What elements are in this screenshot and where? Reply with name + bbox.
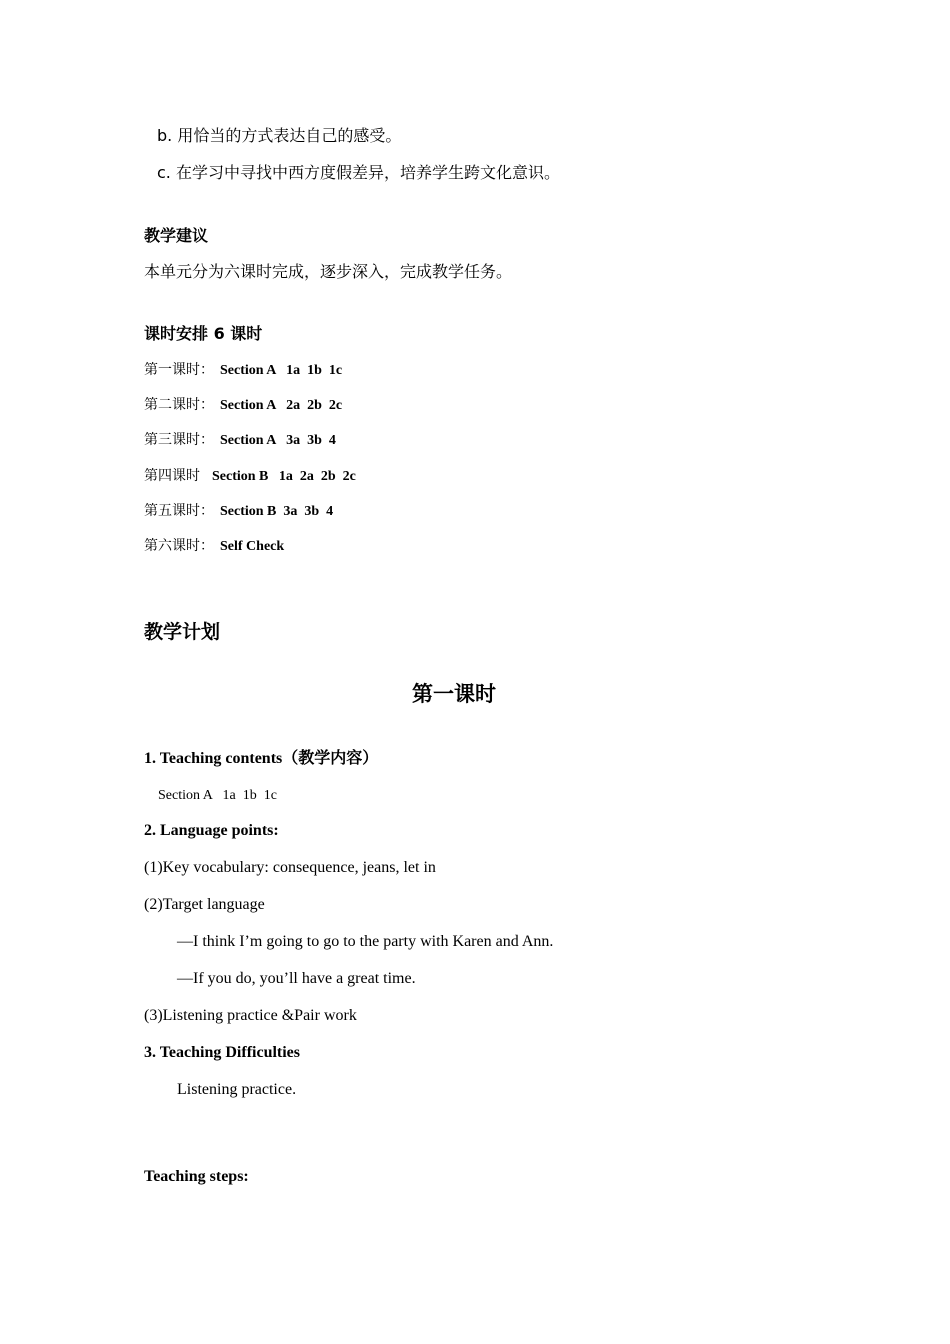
schedule-item-label: 第六课时： — [144, 538, 214, 554]
language-heading: 2. Language points: — [144, 822, 279, 839]
schedule-item-label: 第三课时： — [144, 432, 214, 448]
suggestion-heading: 教学建议 — [144, 226, 209, 245]
schedule-item-label: 第四课时 — [144, 468, 200, 484]
plan-heading: 教学计划 — [144, 621, 221, 643]
listening-practice: (3)Listening practice &Pair work — [144, 1007, 357, 1024]
objective-b: b. 用恰当的方式表达自己的感受。 — [157, 126, 402, 145]
contents-heading-cn: （教学内容） — [282, 748, 379, 767]
lesson-title: 第一课时 — [412, 682, 496, 706]
dialog-line-2: —If you do, you’ll have a great time. — [177, 970, 416, 987]
schedule-item-value: Section A 3a 3b 4 — [220, 433, 336, 448]
schedule-item-label: 第一课时： — [144, 362, 214, 378]
schedule-item — [144, 361, 342, 380]
objective-c: c. 在学习中寻找中西方度假差异，培养学生跨文化意识。 — [157, 163, 560, 182]
schedule-item-value: Section B 1a 2a 2b 2c — [212, 469, 356, 484]
schedule-item-value: Section A 2a 2b 2c — [220, 398, 343, 413]
contents-text: Section A 1a 1b 1c — [158, 788, 277, 803]
contents-heading-en: 1. Teaching contents — [144, 750, 283, 767]
schedule-item-value: Section B 3a 3b 4 — [220, 504, 334, 519]
schedule-item-value: Section A 1a 1b 1c — [220, 363, 343, 378]
difficulties-heading: 3. Teaching Difficulties — [144, 1044, 301, 1061]
schedule-item — [144, 502, 333, 521]
schedule-item — [144, 396, 342, 415]
schedule-item-value: Self Check — [220, 539, 285, 554]
difficulties-text: Listening practice. — [177, 1081, 297, 1098]
target-language: (2)Target language — [144, 896, 265, 913]
contents-heading — [144, 748, 378, 769]
schedule-item — [144, 431, 336, 450]
teaching-steps-heading: Teaching steps: — [144, 1168, 249, 1185]
schedule-heading: 课时安排 6 课时 — [144, 324, 263, 343]
schedule-item-label: 第五课时： — [144, 503, 214, 519]
key-vocabulary: (1)Key vocabulary: consequence, jeans, let in — [144, 859, 436, 876]
suggestion-text: 本单元分为六课时完成，逐步深入，完成教学任务。 — [144, 262, 513, 281]
schedule-item — [144, 467, 356, 486]
dialog-line-1: —I think I’m going to go to the party with Karen and Ann. — [177, 933, 554, 950]
schedule-item — [144, 537, 284, 556]
schedule-item-label: 第二课时： — [144, 397, 214, 413]
